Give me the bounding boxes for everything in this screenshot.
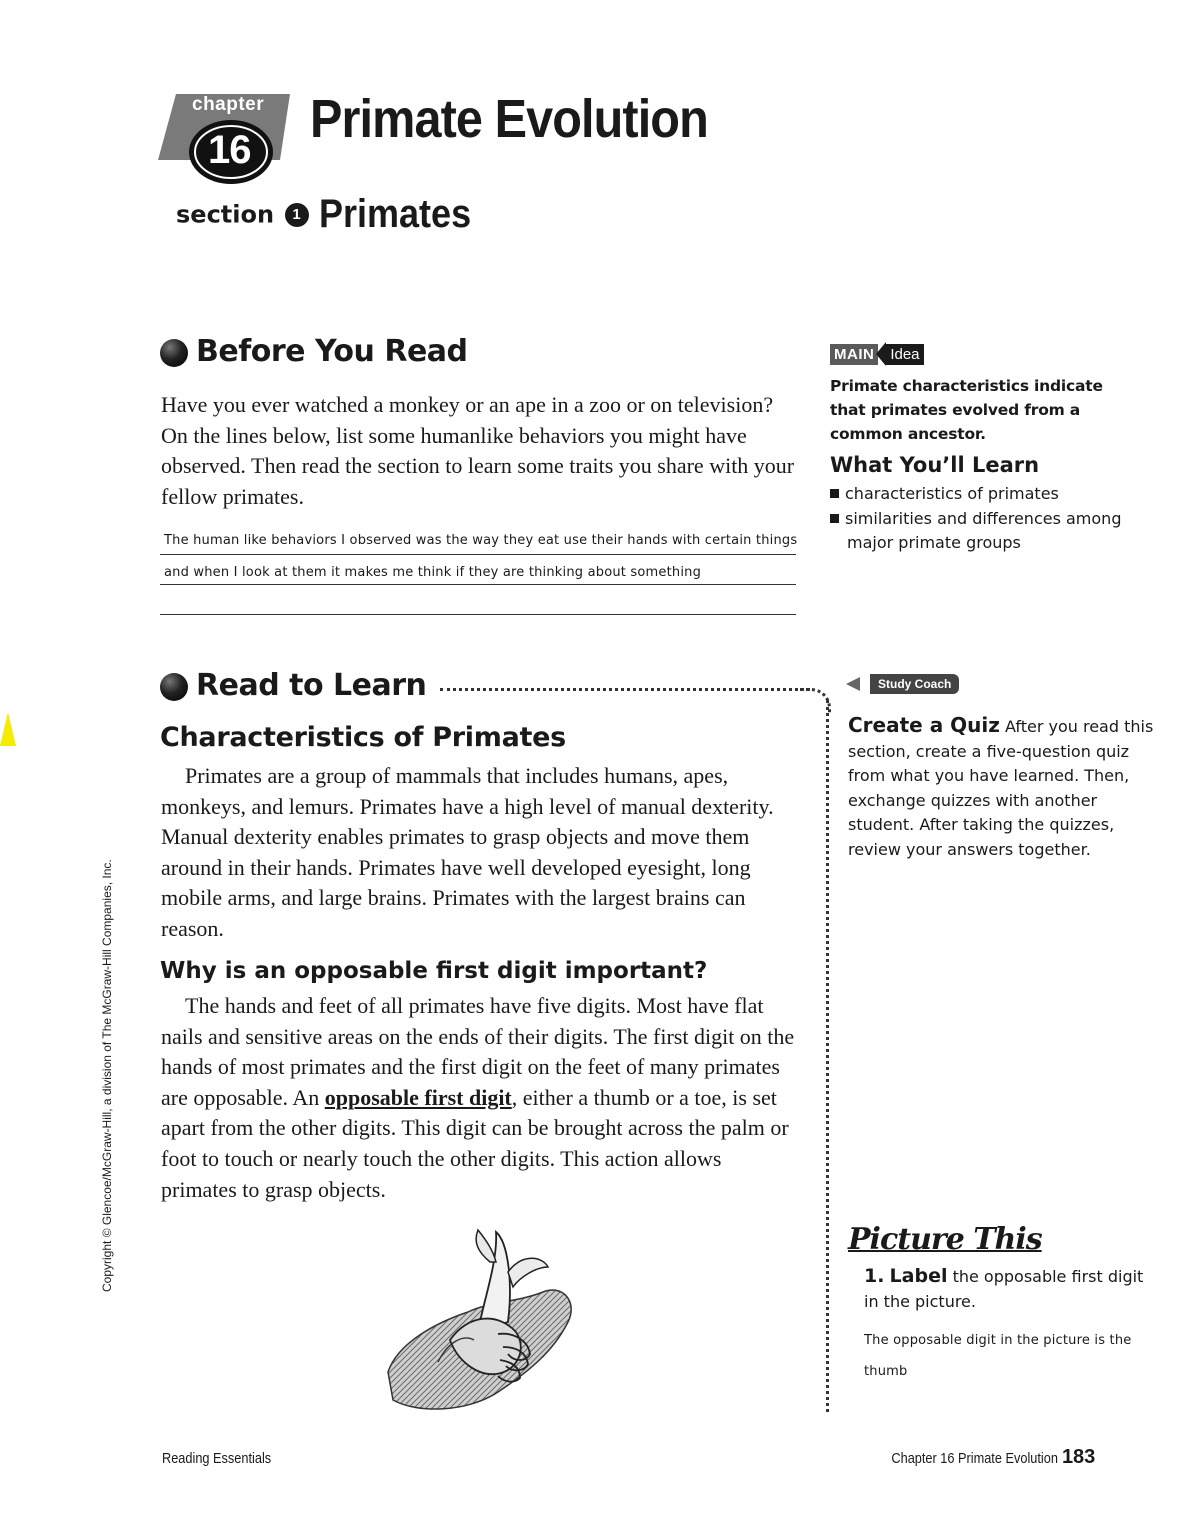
- footer-left: Reading Essentials: [162, 1450, 272, 1467]
- picture-answer-line-1[interactable]: The opposable digit in the picture is the: [864, 1333, 1132, 1348]
- question-text: the opposable first digit in the picture.: [864, 1267, 1144, 1311]
- heading-ball-icon: [160, 339, 188, 367]
- create-quiz-heading: Create a Quiz: [848, 713, 1000, 737]
- study-coach-tag: [846, 674, 959, 694]
- pencil-icon: [846, 677, 860, 691]
- page-number: 183: [1061, 1446, 1096, 1468]
- highlight-mark: [0, 712, 16, 746]
- what-youll-learn-heading: What You’ll Learn: [830, 453, 1040, 477]
- chapter-word: chapter: [192, 94, 265, 115]
- footer-right: [862, 1446, 1095, 1469]
- main-idea-main: MAIN: [830, 344, 878, 365]
- primate-hand-illustration: [378, 1222, 588, 1418]
- heading-ball-icon: [160, 673, 188, 701]
- square-bullet-icon: [830, 489, 839, 498]
- section-heading: [176, 192, 488, 237]
- hand-banana-drawing: [378, 1222, 588, 1418]
- answer-rule-1: [160, 554, 796, 555]
- before-you-read-heading: [160, 334, 468, 369]
- dotted-divider-vertical: [826, 700, 829, 1412]
- before-you-read-label: Before You Read: [196, 334, 468, 369]
- picture-answer-line-2[interactable]: thumb: [864, 1364, 908, 1379]
- study-coach-label: Study Coach: [870, 674, 959, 694]
- copyright-notice: Copyright © Glencoe/McGraw-Hill, a division of The McGraw-Hill Companies, Inc.: [100, 859, 114, 1292]
- picture-this-heading: Picture This: [848, 1222, 1042, 1257]
- key-term: opposable first digit: [324, 1084, 512, 1110]
- question-number: 1.: [864, 1265, 885, 1287]
- chevron-left-icon: [876, 342, 886, 366]
- create-quiz-block: [848, 713, 1158, 862]
- footer-chapter: Chapter 16 Primate Evolution: [891, 1450, 1058, 1467]
- before-you-read-paragraph: Have you ever watched a monkey or an ape in a zoo or on television? On the lines below, list some humanlike behaviors you might have observed. Then read the section to learn some traits you share with your fellow primates.: [161, 392, 795, 509]
- characteristics-subheading: Characteristics of Primates: [160, 722, 566, 753]
- section-word: section: [176, 200, 275, 229]
- opposable-question-heading: Why is an opposable first digit important?: [160, 958, 708, 984]
- main-idea-tag: [830, 342, 924, 366]
- read-to-learn-heading: [160, 668, 426, 703]
- dotted-divider-horizontal: [440, 688, 810, 691]
- characteristics-paragraph: Primates are a group of mammals that includes humans, apes, monkeys, and lemurs. Primates have a high level of manual dexterity. Manual dexterity enables primates to grasp objects and move them around in their hands. Primates have well developed eyesight, long mobile arms, and large brains. Primates with the largest brains can reason.: [161, 763, 774, 941]
- main-idea-text: Primate characteristics indicate that primates evolved from a common ancestor.: [830, 377, 1103, 443]
- answer-rule-2: [160, 584, 796, 585]
- opposable-paragraph: The hands and feet of all primates have five digits. Most have flat nails and sensitive areas on the ends of their digits. The first digit on the hands of most primates and the first digit on the feet of many primates are opposable. An opposable first digit, either a thumb or a toe, is set apart from the other digits. This digit can be brought across the palm or foot to touch or nearly touch the other digits. This action allows primates to grasp objects.: [161, 993, 795, 1202]
- read-to-learn-label: Read to Learn: [196, 668, 427, 703]
- answer-rule-3[interactable]: [160, 614, 796, 615]
- section-title: Primates: [318, 192, 472, 236]
- answer-line-2-text[interactable]: and when I look at them it makes me think if they are thinking about something: [164, 565, 702, 580]
- main-idea-idea: Idea: [886, 344, 923, 365]
- square-bullet-icon: [830, 514, 839, 523]
- create-quiz-text: After you read this section, create a five-question quiz from what you have learned. Then, exchange quizzes with another student. After taking the quizzes, review your answers together.: [848, 717, 1154, 859]
- learn-list: [830, 482, 1140, 556]
- learn-item: characteristics of primates: [830, 482, 1140, 507]
- chapter-number: 16: [208, 128, 251, 172]
- section-number: 1: [285, 203, 309, 227]
- learn-item: similarities and differences among major primate groups: [830, 507, 1140, 556]
- question-bold: Label: [889, 1265, 948, 1287]
- picture-question: [864, 1264, 1154, 1314]
- answer-line-1-text[interactable]: The human like behaviors I observed was the way they eat use their hands with certain things: [164, 533, 798, 548]
- page-title: Primate Evolution: [310, 89, 708, 149]
- chapter-badge: [158, 90, 294, 190]
